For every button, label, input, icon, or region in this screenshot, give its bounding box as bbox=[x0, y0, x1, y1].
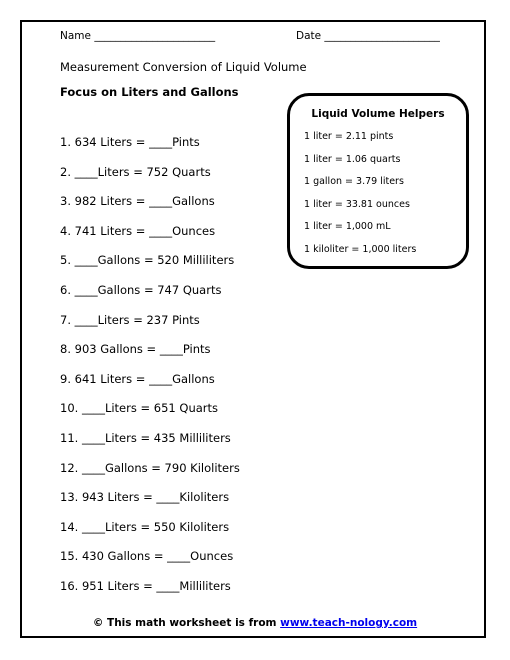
problem-item: 15. 430 Gallons = ____Ounces bbox=[60, 549, 234, 564]
footer-prefix: © This math worksheet is from bbox=[92, 617, 281, 629]
worksheet-subtitle: Measurement Conversion of Liquid Volume bbox=[60, 60, 307, 74]
helper-list bbox=[304, 131, 416, 267]
footer-link[interactable]: www.teach-nology.com bbox=[280, 617, 418, 629]
problem-item: 8. 903 Gallons = ____Pints bbox=[60, 342, 211, 357]
helpers-box bbox=[287, 93, 469, 269]
date-field-label: Date ______________________ bbox=[296, 30, 440, 42]
problem-item: 3. 982 Liters = ____Gallons bbox=[60, 194, 215, 209]
helper-item: 1 gallon = 3.79 liters bbox=[304, 176, 404, 188]
problem-item: 6. ____Gallons = 747 Quarts bbox=[60, 282, 222, 297]
helper-item: 1 liter = 1.06 quarts bbox=[304, 153, 401, 165]
helpers-title: Liquid Volume Helpers bbox=[311, 108, 445, 120]
problem-item: 13. 943 Liters = ____Kiloliters bbox=[60, 490, 230, 505]
problem-item: 16. 951 Liters = ____Milliliters bbox=[60, 578, 231, 593]
problem-list bbox=[60, 136, 240, 610]
name-field-label: Name _______________________ bbox=[60, 30, 216, 42]
problem-item: 4. 741 Liters = ____Ounces bbox=[60, 223, 216, 238]
problem-item: 5. ____Gallons = 520 Milliliters bbox=[60, 253, 235, 268]
footer-credit bbox=[0, 617, 510, 629]
helper-item: 1 liter = 2.11 pints bbox=[304, 131, 394, 142]
section-title: Focus on Liters and Gallons bbox=[60, 85, 239, 99]
helper-item: 1 liter = 1,000 mL bbox=[304, 221, 391, 233]
problem-item: 7. ____Liters = 237 Pints bbox=[60, 312, 200, 327]
problem-item: 12. ____Gallons = 790 Kiloliters bbox=[60, 460, 240, 475]
helper-item: 1 kiloliter = 1,000 liters bbox=[304, 243, 417, 255]
problem-item: 2. ____Liters = 752 Quarts bbox=[60, 164, 211, 179]
problem-item: 11. ____Liters = 435 Milliliters bbox=[60, 430, 231, 445]
helper-item: 1 liter = 33.81 ounces bbox=[304, 198, 410, 210]
problem-item: 1. 634 Liters = ____Pints bbox=[60, 135, 200, 149]
problem-item: 10. ____Liters = 651 Quarts bbox=[60, 401, 219, 416]
problem-item: 9. 641 Liters = ____Gallons bbox=[60, 371, 215, 386]
problem-item: 14. ____Liters = 550 Kiloliters bbox=[60, 519, 230, 534]
